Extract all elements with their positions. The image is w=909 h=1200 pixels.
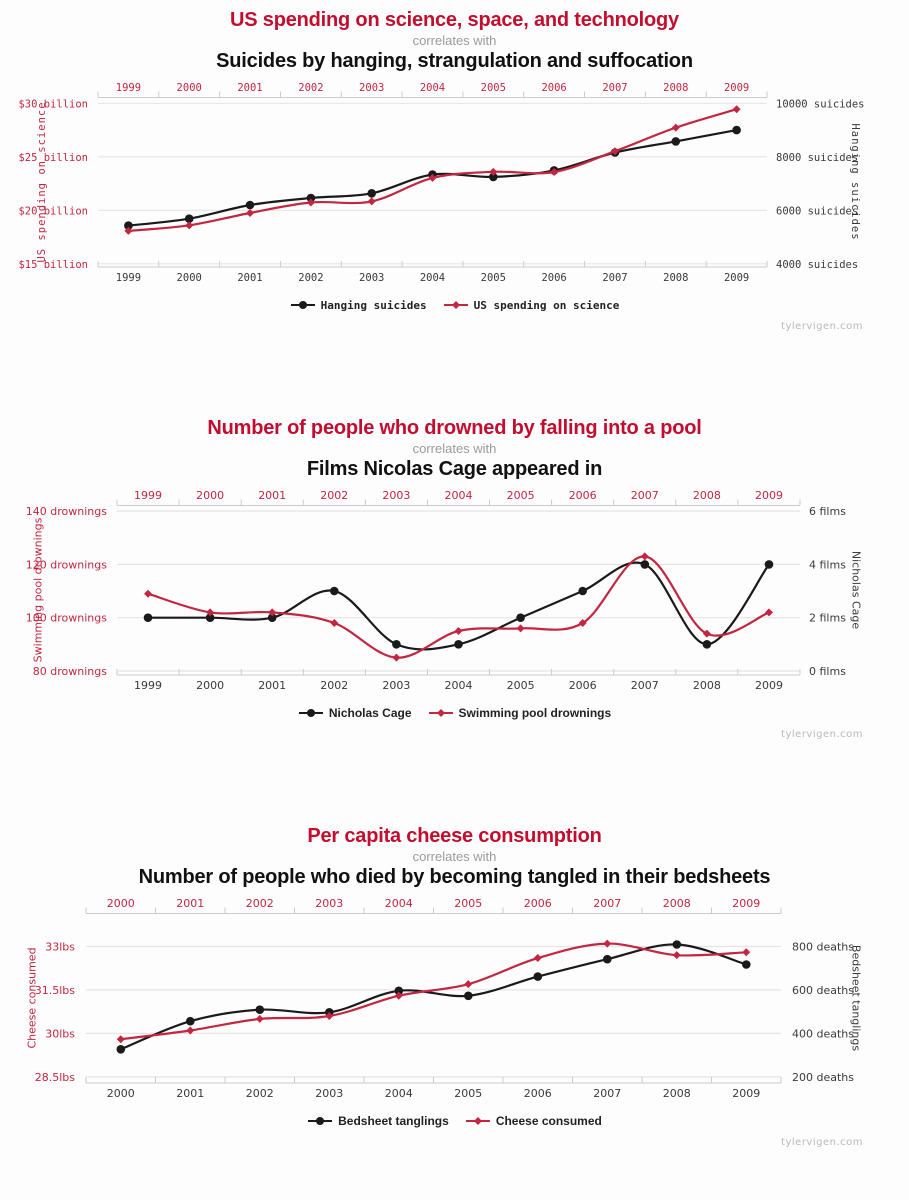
y-tick-label-right: 2 films	[809, 611, 846, 625]
x-year-label-top: 2003	[315, 897, 344, 910]
right-axis-title: Bedsheet tanglings	[849, 944, 863, 1052]
x-year-label-bottom: 2004	[419, 272, 446, 284]
x-year-label-bottom: 2008	[663, 272, 689, 284]
series-marker	[464, 992, 473, 1001]
legend-label: Cheese consumed	[495, 1114, 602, 1128]
series-marker	[367, 189, 376, 198]
chart-section-cheese-bedsheets	[0, 824, 909, 1148]
x-year-label-bottom: 2004	[384, 1087, 413, 1100]
y-tick-label-left: $30 billion	[18, 98, 88, 111]
series-marker	[330, 619, 338, 627]
y-tick-label-left: $20 billion	[18, 205, 88, 218]
x-year-label-bottom: 2009	[723, 272, 750, 284]
legend-marker-shape	[437, 709, 445, 717]
x-year-label-bottom: 2004	[444, 679, 473, 692]
legend-label: Nicholas Cage	[328, 706, 412, 720]
x-year-label-bottom: 2002	[320, 679, 349, 692]
chart-title: Per capita cheese consumption	[307, 825, 602, 847]
y-tick-label-right: 800 deaths	[792, 940, 854, 954]
series-marker	[330, 587, 339, 596]
y-tick-label-right: 400 deaths	[792, 1027, 854, 1041]
series-marker	[641, 560, 650, 569]
y-tick-label-right: 600 deaths	[792, 983, 854, 997]
series-marker	[246, 201, 255, 210]
x-year-label-top: 2006	[541, 82, 567, 94]
x-year-label-bottom: 2005	[480, 272, 506, 284]
x-year-label-bottom: 2009	[732, 1087, 761, 1100]
series-line	[148, 563, 769, 650]
legend-item	[290, 299, 427, 312]
watermark: tylervigen.com	[781, 729, 863, 740]
y-tick-label-left: 140 drownings	[25, 505, 107, 519]
x-year-label-top: 2006	[568, 489, 597, 502]
x-year-label-bottom: 2001	[176, 1087, 205, 1100]
legend-item	[428, 706, 612, 720]
x-year-label-top: 2002	[320, 489, 349, 502]
chart-legend	[0, 297, 909, 313]
series-marker	[454, 640, 463, 649]
x-year-label-top: 2004	[444, 489, 473, 502]
series-marker	[392, 654, 400, 662]
chart-subtitle: Number of people who died by becoming tangled in their bedsheets	[138, 866, 771, 888]
x-year-label-bottom: 2008	[662, 1087, 691, 1100]
x-year-label-bottom: 2005	[454, 1087, 483, 1100]
chart-canvas	[0, 80, 909, 292]
x-year-label-top: 2000	[106, 897, 135, 910]
y-tick-label-right: 200 deaths	[792, 1070, 854, 1084]
chart-canvas	[0, 488, 909, 700]
legend-marker-shape	[316, 1117, 324, 1125]
x-year-label-bottom: 2005	[506, 679, 535, 692]
legend-marker-icon	[298, 707, 324, 719]
series-marker	[516, 613, 525, 622]
series-marker	[534, 954, 542, 962]
chart-subtitle: Suicides by hanging, strangulation and suffocation	[216, 50, 693, 72]
series-marker	[742, 960, 751, 969]
series-marker	[703, 640, 712, 649]
y-tick-label-right: 8000 suicides	[776, 151, 859, 164]
y-tick-label-left: 31.5lbs	[34, 983, 75, 997]
series-marker	[186, 1017, 195, 1026]
y-tick-label-left: 30lbs	[45, 1027, 75, 1041]
left-axis-title: Swimming pool drownings	[31, 517, 45, 663]
series-marker	[464, 980, 472, 988]
chart-section-science-suicides	[0, 8, 909, 332]
x-year-label-top: 2002	[298, 82, 324, 94]
x-year-label-bottom: 2008	[692, 679, 721, 692]
x-year-label-top: 2004	[384, 897, 413, 910]
legend-marker-shape	[299, 301, 307, 309]
series-marker	[733, 105, 741, 113]
y-tick-label-left: 33lbs	[45, 940, 75, 954]
x-year-label-top: 2000	[196, 489, 225, 502]
y-tick-label-left: 120 drownings	[25, 558, 107, 572]
y-tick-label-right: 4000 suicides	[776, 258, 859, 271]
legend-marker-shape	[307, 709, 315, 717]
x-year-label-top: 2001	[237, 82, 263, 94]
x-year-label-bottom: 2006	[568, 679, 597, 692]
x-year-label-top: 2001	[258, 489, 287, 502]
x-year-label-bottom: 2006	[541, 272, 567, 284]
series-line	[121, 944, 747, 1040]
x-year-label-top: 2005	[454, 897, 483, 910]
legend-label: Swimming pool drownings	[458, 706, 612, 720]
legend-marker-icon	[290, 299, 316, 311]
x-year-label-top: 2001	[176, 897, 205, 910]
series-marker	[392, 640, 401, 649]
legend-marker-icon	[465, 1115, 491, 1127]
legend-item	[307, 1114, 449, 1128]
x-year-label-bottom: 2007	[593, 1087, 622, 1100]
series-marker	[534, 972, 543, 981]
series-marker	[517, 624, 525, 632]
chart-canvas	[0, 896, 909, 1108]
x-year-label-top: 2003	[359, 82, 385, 94]
series-marker	[117, 1035, 125, 1043]
legend-marker-icon	[307, 1115, 333, 1127]
series-marker	[455, 627, 463, 635]
left-axis-title: Cheese consumed	[25, 947, 39, 1049]
series-marker	[185, 221, 193, 229]
x-year-label-top: 2007	[593, 897, 622, 910]
watermark: tylervigen.com	[781, 1137, 863, 1148]
correlates-label: correlates with	[412, 849, 497, 864]
series-marker	[603, 955, 612, 964]
x-year-label-bottom: 2001	[258, 679, 287, 692]
series-marker	[732, 126, 741, 135]
x-year-label-top: 1999	[134, 489, 162, 502]
x-year-label-top: 2003	[382, 489, 411, 502]
x-year-label-bottom: 1999	[115, 272, 142, 284]
series-marker	[765, 560, 774, 569]
x-year-label-top: 2005	[506, 489, 535, 502]
right-axis-title: Nicholas Cage	[849, 550, 863, 630]
x-year-label-bottom: 2006	[523, 1087, 552, 1100]
chart-section-pool-cage	[0, 416, 909, 740]
chart-plot-area	[0, 80, 909, 292]
y-tick-label-left: 28.5lbs	[34, 1070, 75, 1084]
y-tick-label-left: $15 billion	[18, 258, 88, 271]
series-marker	[117, 1045, 126, 1054]
legend-label: US spending on science	[473, 298, 620, 312]
legend-label: Hanging suicides	[320, 298, 427, 312]
x-year-label-top: 2004	[419, 82, 446, 94]
watermark: tylervigen.com	[781, 321, 863, 332]
chart-plot-area	[0, 488, 909, 700]
x-year-label-bottom: 2000	[176, 272, 202, 284]
legend-item	[298, 706, 412, 720]
x-year-label-bottom: 2002	[298, 272, 324, 284]
series-marker	[368, 197, 376, 205]
left-axis-title: US spending on science	[36, 101, 48, 263]
x-year-label-top: 2007	[602, 82, 628, 94]
series-marker	[673, 951, 681, 959]
x-year-label-bottom: 2009	[755, 679, 783, 692]
series-marker	[641, 552, 649, 560]
series-marker	[144, 590, 152, 598]
legend-item	[443, 299, 620, 312]
x-year-label-top: 2009	[755, 489, 783, 502]
chart-plot-area	[0, 896, 909, 1108]
x-year-label-top: 2009	[723, 82, 750, 94]
x-year-label-bottom: 2003	[359, 272, 385, 284]
x-year-label-bottom: 2003	[315, 1087, 344, 1100]
x-year-label-bottom: 2000	[106, 1087, 135, 1100]
legend-label: Bedsheet tanglings	[338, 1114, 449, 1128]
series-marker	[578, 587, 587, 596]
x-year-label-top: 2008	[663, 82, 689, 94]
series-marker	[255, 1005, 264, 1014]
chart-legend	[0, 705, 909, 721]
x-year-label-top: 2007	[630, 489, 659, 502]
x-year-label-bottom: 2002	[245, 1087, 274, 1100]
series-marker	[673, 940, 682, 949]
chart-title: Number of people who drowned by falling into a pool	[207, 417, 702, 439]
y-tick-label-right: 10000 suicides	[776, 98, 865, 111]
x-year-label-bottom: 2007	[630, 679, 659, 692]
series-marker	[742, 948, 750, 956]
legend-marker-shape	[452, 301, 460, 309]
x-year-label-bottom: 2000	[196, 679, 225, 692]
y-tick-label-right: 6000 suicides	[776, 205, 859, 218]
y-tick-label-left: $25 billion	[18, 151, 88, 164]
chart-subtitle: Films Nicolas Cage appeared in	[306, 458, 603, 480]
series-marker	[672, 124, 680, 132]
series-marker	[256, 1015, 264, 1023]
x-year-label-bottom: 1999	[134, 679, 162, 692]
y-tick-label-right: 0 films	[809, 665, 846, 678]
right-axis-title: Hanging suicides	[849, 123, 861, 241]
y-tick-label-right: 4 films	[809, 558, 846, 572]
legend-marker-icon	[443, 299, 469, 311]
x-year-label-top: 2002	[245, 897, 274, 910]
series-marker	[765, 608, 773, 616]
legend-item	[465, 1114, 602, 1128]
correlates-label: correlates with	[412, 441, 497, 456]
x-year-label-top: 2006	[523, 897, 552, 910]
x-year-label-top: 2008	[662, 897, 691, 910]
x-year-label-top: 2008	[692, 489, 721, 502]
x-year-label-bottom: 2007	[602, 272, 628, 284]
series-marker	[672, 137, 681, 146]
x-year-label-top: 2005	[480, 82, 506, 94]
legend-marker-shape	[474, 1117, 482, 1125]
x-year-label-top: 2000	[176, 82, 202, 94]
correlates-label: correlates with	[412, 33, 497, 48]
series-marker	[144, 613, 153, 622]
legend-marker-icon	[428, 707, 454, 719]
x-year-label-top: 2009	[732, 897, 761, 910]
chart-legend	[0, 1113, 909, 1129]
chart-title: US spending on science, space, and technology	[230, 9, 679, 31]
x-year-label-bottom: 2003	[382, 679, 411, 692]
x-year-label-bottom: 2001	[237, 272, 263, 284]
y-tick-label-right: 6 films	[809, 505, 846, 519]
y-tick-label-left: 80 drownings	[32, 665, 107, 678]
x-year-label-top: 1999	[115, 82, 142, 94]
y-tick-label-left: 100 drownings	[25, 611, 107, 625]
